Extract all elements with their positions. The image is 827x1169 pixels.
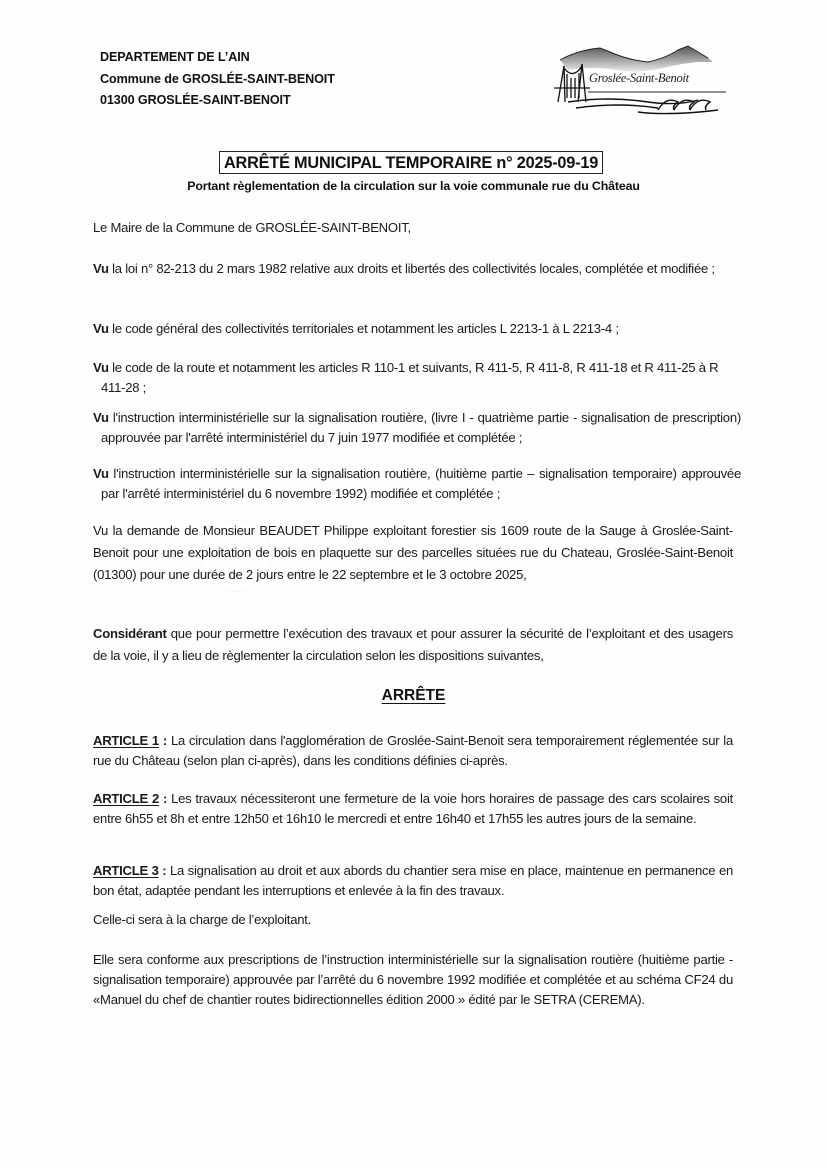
article-sep: : xyxy=(158,863,170,878)
logo-text: Groslée-Saint-Benoit xyxy=(589,71,689,85)
conformity-paragraph xyxy=(93,950,733,1010)
article-label: ARTICLE 3 xyxy=(93,863,159,878)
consideration-text: le code de la route et notamment les articles R 110-1 et suivants, R 411-5, R 411-8, R 411-18 et R 411-25 à R 411-28 ; xyxy=(101,360,719,395)
consideration-3 xyxy=(93,358,741,398)
vu-lead: Vu xyxy=(93,261,109,276)
consideration-text: l'instruction interministérielle sur la signalisation routière, (livre I - quatrième partie - signalisation de prescription) approuvée par l'arrêté interministériel du 7 juin 1977 modifiée et complétée ; xyxy=(101,410,741,445)
article-sep: : xyxy=(158,733,171,748)
article-sep: : xyxy=(159,791,172,806)
consideration-1 xyxy=(93,259,741,279)
consideration-text: la loi n° 82-213 du 2 mars 1982 relative aux droits et libertés des collectivités locales, complétée et modifiée ; xyxy=(108,261,715,276)
article-text: La signalisation au droit et aux abords du chantier sera mise en place, maintenue en permanence en bon état, adaptée pendant les interruptions et enlevée à la fin des travaux. xyxy=(93,863,734,898)
considerant-text: que pour permettre l’exécution des travaux et pour assurer la sécurité de l’exploitant et des usagers de la voie, il y a lieu de règlementer la circulation selon les dispositions suivantes, xyxy=(93,626,733,663)
consideration-text: le code général des collectivités territoriales et notamment les articles L 2213-1 à L 2213-4 ; xyxy=(108,321,619,336)
mayor-intro-text: Le Maire de la Commune de GROSLÉE-SAINT-BENOIT, xyxy=(93,220,411,235)
article-1 xyxy=(93,731,733,771)
vu-lead: Vu xyxy=(93,321,109,336)
request-paragraph xyxy=(93,520,733,585)
issuer-header xyxy=(100,47,335,112)
arrete-heading: ARRÊTE xyxy=(381,687,446,704)
considerant-paragraph xyxy=(93,623,733,666)
article-label: ARTICLE 1 xyxy=(93,733,159,748)
decree-subtitle: Portant règlementation de la circulation sur la voie communale rue du Château xyxy=(187,179,640,193)
consideration-5 xyxy=(93,464,741,504)
mayor-intro xyxy=(93,218,733,238)
postal-line: 01300 GROSLÉE-SAINT-BENOIT xyxy=(100,93,291,107)
article-label: ARTICLE 2 xyxy=(93,791,159,806)
vu-lead: Vu xyxy=(93,466,109,481)
request-text: Vu la demande de Monsieur BEAUDET Philippe exploitant forestier sis 1609 route de la Sauge à Groslée-Saint-Benoit pour une exploitation de bois en plaquette sur des parcelles situées rue du Chateau, Groslée-Saint-Benoit (01300) pour une durée de 2 jours entre le 22 septembre et le 3 octobre 2025, xyxy=(93,523,733,582)
article-text: La circulation dans l'agglomération de Groslée-Saint-Benoit sera temporairement réglementée sur la rue du Château (selon plan ci-après), dans les conditions définies ci-après. xyxy=(93,733,733,768)
charge-paragraph xyxy=(93,910,733,930)
article-2 xyxy=(93,789,733,829)
consideration-text: l'instruction interministérielle sur la signalisation routière, (huitième partie – signalisation temporaire) approuvée par l'arrêté interministériel du 6 novembre 1992) modifiée et complétée ; xyxy=(101,466,741,501)
vu-lead: Vu xyxy=(93,410,109,425)
commune-line: Commune de GROSLÉE-SAINT-BENOIT xyxy=(100,71,335,86)
consideration-4 xyxy=(93,408,741,448)
charge-text: Celle-ci sera à la charge de l’exploitant. xyxy=(93,912,312,927)
article-text: Les travaux nécessiteront une fermeture de la voie hors horaires de passage des cars scolaires soit entre 6h55 et 8h et entre 12h50 et 16h10 le mercredi et entre 16h40 et 17h55 les autres jours de la semaine. xyxy=(93,791,733,826)
considerant-lead: Considérant xyxy=(93,626,167,641)
article-3 xyxy=(93,861,733,901)
vu-lead: Vu xyxy=(93,360,109,375)
decree-title: ARRÊTÉ MUNICIPAL TEMPORAIRE n° 2025-09-19 xyxy=(219,151,603,174)
consideration-2 xyxy=(93,319,741,339)
department-line: DEPARTEMENT DE L’AIN xyxy=(100,50,250,64)
conformity-text: Elle sera conforme aux prescriptions de l’instruction interministérielle sur la signalisation routière (huitième partie - signalisation temporaire) approuvée par l’arrêté du 6 novembre 1992 modifiée et complétée et au schéma CF24 du «Manuel du chef de chantier routes bidirectionnelles édition 2000 » édité par le SETRA (CEREMA). xyxy=(93,952,733,1007)
